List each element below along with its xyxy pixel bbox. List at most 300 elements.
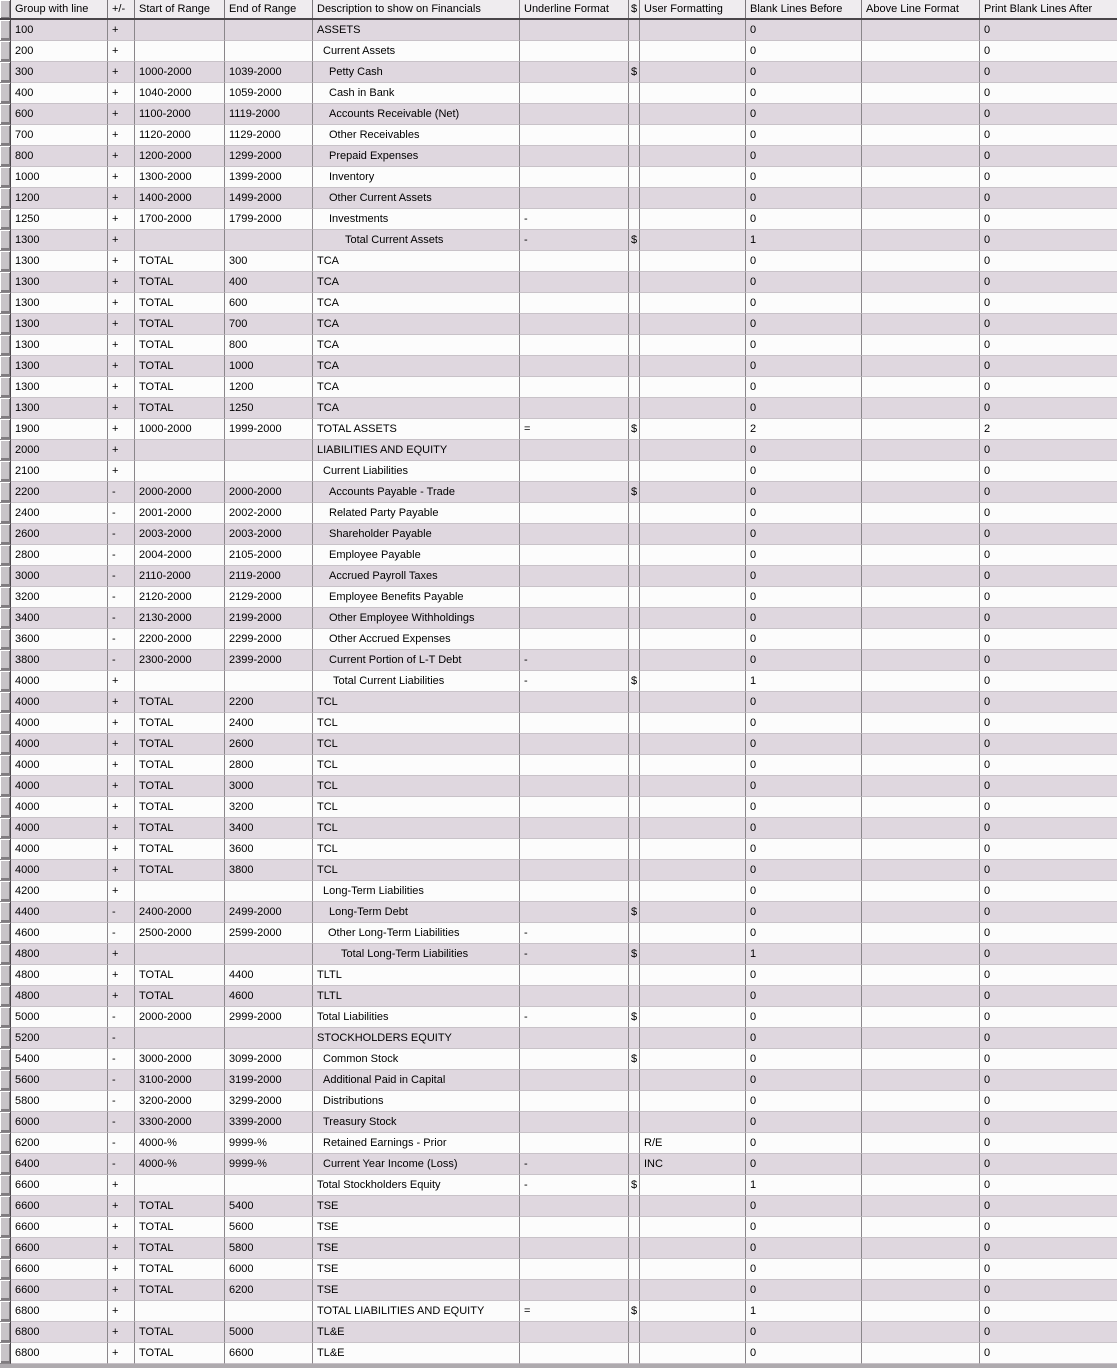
cell-u[interactable] [520, 629, 629, 650]
cell-dl[interactable] [629, 1154, 640, 1175]
cell-ba[interactable]: 0 [980, 587, 1117, 608]
cell-g[interactable]: 4000 [11, 818, 108, 839]
cell-ba[interactable]: 0 [980, 776, 1117, 797]
cell-st[interactable] [135, 41, 225, 62]
row-selector-button[interactable] [0, 1259, 11, 1280]
cell-u[interactable] [520, 839, 629, 860]
cell-s[interactable]: + [108, 755, 135, 776]
cell-uf[interactable] [640, 524, 746, 545]
row-selector-button[interactable] [0, 524, 11, 545]
cell-s[interactable]: + [108, 881, 135, 902]
cell-en[interactable]: 2129-2000 [225, 587, 313, 608]
cell-dl[interactable] [629, 923, 640, 944]
cell-dl[interactable] [629, 608, 640, 629]
cell-en[interactable]: 800 [225, 335, 313, 356]
cell-g[interactable]: 2400 [11, 503, 108, 524]
cell-uf[interactable] [640, 293, 746, 314]
cell-bb[interactable]: 1 [746, 1301, 862, 1322]
cell-st[interactable]: TOTAL [135, 356, 225, 377]
row-selector-button[interactable] [0, 41, 11, 62]
cell-st[interactable]: 1100-2000 [135, 104, 225, 125]
cell-ba[interactable]: 0 [980, 251, 1117, 272]
cell-dl[interactable] [629, 1217, 640, 1238]
cell-bb[interactable]: 0 [746, 356, 862, 377]
cell-en[interactable]: 2003-2000 [225, 524, 313, 545]
cell-st[interactable]: 3100-2000 [135, 1070, 225, 1091]
cell-ba[interactable]: 0 [980, 293, 1117, 314]
cell-st[interactable]: TOTAL [135, 398, 225, 419]
column-header-dl[interactable]: $ [629, 0, 640, 18]
row-selector-button[interactable] [0, 944, 11, 965]
cell-s[interactable]: - [108, 1007, 135, 1028]
cell-u[interactable] [520, 335, 629, 356]
cell-bb[interactable]: 1 [746, 1175, 862, 1196]
cell-en[interactable]: 2199-2000 [225, 608, 313, 629]
cell-en[interactable]: 2399-2000 [225, 650, 313, 671]
cell-en[interactable]: 3200 [225, 797, 313, 818]
cell-u[interactable] [520, 1217, 629, 1238]
cell-g[interactable]: 2200 [11, 482, 108, 503]
cell-al[interactable] [862, 650, 980, 671]
cell-s[interactable]: - [108, 503, 135, 524]
cell-bb[interactable]: 0 [746, 377, 862, 398]
cell-d[interactable]: TLTL [313, 986, 520, 1007]
cell-ba[interactable]: 0 [980, 545, 1117, 566]
cell-d[interactable]: Total Current Assets [313, 230, 520, 251]
row-selector-button[interactable] [0, 461, 11, 482]
cell-u[interactable]: - [520, 944, 629, 965]
cell-bb[interactable]: 0 [746, 965, 862, 986]
cell-st[interactable]: 1000-2000 [135, 62, 225, 83]
cell-d[interactable]: TCA [313, 314, 520, 335]
cell-al[interactable] [862, 419, 980, 440]
cell-ba[interactable]: 0 [980, 1217, 1117, 1238]
cell-d[interactable]: Employee Payable [313, 545, 520, 566]
cell-st[interactable]: 2300-2000 [135, 650, 225, 671]
cell-al[interactable] [862, 1154, 980, 1175]
cell-st[interactable]: TOTAL [135, 797, 225, 818]
cell-al[interactable] [862, 1301, 980, 1322]
cell-al[interactable] [862, 1007, 980, 1028]
cell-st[interactable]: 4000-% [135, 1154, 225, 1175]
cell-en[interactable]: 1039-2000 [225, 62, 313, 83]
cell-d[interactable]: Inventory [313, 167, 520, 188]
cell-g[interactable]: 4000 [11, 839, 108, 860]
cell-s[interactable]: + [108, 1196, 135, 1217]
cell-ba[interactable]: 0 [980, 881, 1117, 902]
row-selector-button[interactable] [0, 104, 11, 125]
cell-s[interactable]: + [108, 440, 135, 461]
cell-d[interactable]: Prepaid Expenses [313, 146, 520, 167]
cell-uf[interactable] [640, 902, 746, 923]
cell-g[interactable]: 4000 [11, 692, 108, 713]
cell-d[interactable]: Shareholder Payable [313, 524, 520, 545]
row-selector-button[interactable] [0, 62, 11, 83]
cell-dl[interactable] [629, 1112, 640, 1133]
cell-u[interactable] [520, 125, 629, 146]
cell-ba[interactable]: 0 [980, 1007, 1117, 1028]
cell-bb[interactable]: 0 [746, 440, 862, 461]
cell-s[interactable]: - [108, 902, 135, 923]
cell-g[interactable]: 6400 [11, 1154, 108, 1175]
cell-d[interactable]: Long-Term Liabilities [313, 881, 520, 902]
cell-g[interactable]: 2100 [11, 461, 108, 482]
cell-st[interactable]: TOTAL [135, 251, 225, 272]
cell-u[interactable] [520, 1049, 629, 1070]
cell-al[interactable] [862, 839, 980, 860]
cell-en[interactable]: 5600 [225, 1217, 313, 1238]
row-selector-button[interactable] [0, 1028, 11, 1049]
cell-bb[interactable]: 0 [746, 398, 862, 419]
cell-g[interactable]: 3000 [11, 566, 108, 587]
row-selector-button[interactable] [0, 398, 11, 419]
cell-al[interactable] [862, 818, 980, 839]
cell-ba[interactable]: 0 [980, 314, 1117, 335]
row-selector-button[interactable] [0, 482, 11, 503]
cell-s[interactable]: + [108, 797, 135, 818]
cell-dl[interactable] [629, 986, 640, 1007]
cell-dl[interactable] [629, 440, 640, 461]
cell-d[interactable]: Accrued Payroll Taxes [313, 566, 520, 587]
cell-s[interactable]: + [108, 692, 135, 713]
cell-g[interactable]: 1300 [11, 272, 108, 293]
cell-d[interactable]: Current Portion of L-T Debt [313, 650, 520, 671]
cell-bb[interactable]: 0 [746, 1028, 862, 1049]
cell-dl[interactable] [629, 104, 640, 125]
cell-d[interactable]: Accounts Payable - Trade [313, 482, 520, 503]
cell-dl[interactable] [629, 461, 640, 482]
cell-dl[interactable] [629, 797, 640, 818]
cell-ba[interactable]: 0 [980, 1049, 1117, 1070]
cell-s[interactable]: - [108, 587, 135, 608]
cell-bb[interactable]: 0 [746, 692, 862, 713]
cell-g[interactable]: 100 [11, 20, 108, 41]
cell-u[interactable] [520, 146, 629, 167]
cell-en[interactable]: 1059-2000 [225, 83, 313, 104]
cell-s[interactable]: + [108, 1259, 135, 1280]
row-selector-button[interactable] [0, 188, 11, 209]
cell-en[interactable]: 1799-2000 [225, 209, 313, 230]
cell-g[interactable]: 6800 [11, 1301, 108, 1322]
cell-st[interactable]: 1400-2000 [135, 188, 225, 209]
cell-st[interactable]: 3200-2000 [135, 1091, 225, 1112]
cell-s[interactable]: - [108, 1091, 135, 1112]
row-selector-button[interactable] [0, 1070, 11, 1091]
cell-bb[interactable]: 0 [746, 650, 862, 671]
row-selector-button[interactable] [0, 902, 11, 923]
cell-uf[interactable] [640, 1049, 746, 1070]
row-selector-button[interactable] [0, 629, 11, 650]
cell-g[interactable]: 400 [11, 83, 108, 104]
cell-ba[interactable]: 0 [980, 1028, 1117, 1049]
cell-dl[interactable] [629, 146, 640, 167]
cell-bb[interactable]: 0 [746, 587, 862, 608]
cell-bb[interactable]: 0 [746, 1238, 862, 1259]
cell-en[interactable]: 4400 [225, 965, 313, 986]
cell-bb[interactable]: 0 [746, 1007, 862, 1028]
cell-d[interactable]: Additional Paid in Capital [313, 1070, 520, 1091]
cell-s[interactable]: + [108, 62, 135, 83]
cell-ba[interactable]: 0 [980, 566, 1117, 587]
cell-g[interactable]: 4800 [11, 965, 108, 986]
row-selector-button[interactable] [0, 1280, 11, 1301]
column-header-ba[interactable]: Print Blank Lines After [984, 3, 1093, 15]
cell-al[interactable] [862, 524, 980, 545]
cell-g[interactable]: 1000 [11, 167, 108, 188]
cell-en[interactable]: 2119-2000 [225, 566, 313, 587]
cell-s[interactable]: - [108, 1154, 135, 1175]
cell-s[interactable]: + [108, 209, 135, 230]
cell-g[interactable]: 800 [11, 146, 108, 167]
row-selector-button[interactable] [0, 839, 11, 860]
cell-al[interactable] [862, 1259, 980, 1280]
cell-ba[interactable]: 0 [980, 797, 1117, 818]
cell-u[interactable] [520, 713, 629, 734]
cell-g[interactable]: 1200 [11, 188, 108, 209]
cell-s[interactable]: - [108, 1028, 135, 1049]
cell-g[interactable]: 3400 [11, 608, 108, 629]
cell-en[interactable]: 9999-% [225, 1154, 313, 1175]
cell-uf[interactable] [640, 545, 746, 566]
cell-u[interactable] [520, 524, 629, 545]
cell-g[interactable]: 3600 [11, 629, 108, 650]
cell-bb[interactable]: 0 [746, 1259, 862, 1280]
cell-bb[interactable]: 0 [746, 104, 862, 125]
cell-en[interactable]: 700 [225, 314, 313, 335]
cell-ba[interactable]: 0 [980, 356, 1117, 377]
cell-bb[interactable]: 0 [746, 62, 862, 83]
cell-dl[interactable] [629, 167, 640, 188]
cell-ba[interactable]: 0 [980, 62, 1117, 83]
cell-u[interactable]: - [520, 650, 629, 671]
cell-al[interactable] [862, 20, 980, 41]
cell-ba[interactable]: 0 [980, 692, 1117, 713]
cell-uf[interactable] [640, 83, 746, 104]
cell-u[interactable] [520, 986, 629, 1007]
cell-en[interactable]: 5800 [225, 1238, 313, 1259]
cell-al[interactable] [862, 314, 980, 335]
cell-dl[interactable] [629, 398, 640, 419]
cell-uf[interactable] [640, 272, 746, 293]
cell-st[interactable]: 1000-2000 [135, 419, 225, 440]
cell-ba[interactable]: 0 [980, 125, 1117, 146]
cell-g[interactable]: 1300 [11, 335, 108, 356]
cell-st[interactable] [135, 20, 225, 41]
row-selector-button[interactable] [0, 776, 11, 797]
cell-u[interactable]: - [520, 923, 629, 944]
cell-dl[interactable] [629, 272, 640, 293]
cell-ba[interactable]: 0 [980, 902, 1117, 923]
cell-al[interactable] [862, 734, 980, 755]
cell-uf[interactable] [640, 986, 746, 1007]
cell-dl[interactable] [629, 356, 640, 377]
cell-s[interactable]: + [108, 461, 135, 482]
row-selector-button[interactable] [0, 608, 11, 629]
cell-uf[interactable] [640, 692, 746, 713]
cell-bb[interactable]: 0 [746, 902, 862, 923]
cell-st[interactable]: 2500-2000 [135, 923, 225, 944]
cell-dl[interactable]: $ [629, 1301, 640, 1322]
cell-s[interactable]: + [108, 734, 135, 755]
cell-st[interactable]: TOTAL [135, 314, 225, 335]
cell-s[interactable]: + [108, 860, 135, 881]
cell-uf[interactable]: R/E [640, 1133, 746, 1154]
cell-bb[interactable]: 0 [746, 1343, 862, 1364]
cell-bb[interactable]: 0 [746, 503, 862, 524]
cell-st[interactable]: 1200-2000 [135, 146, 225, 167]
cell-al[interactable] [862, 440, 980, 461]
cell-st[interactable]: 2000-2000 [135, 1007, 225, 1028]
row-selector-button[interactable] [0, 692, 11, 713]
cell-s[interactable]: + [108, 1280, 135, 1301]
cell-u[interactable] [520, 818, 629, 839]
cell-en[interactable]: 1499-2000 [225, 188, 313, 209]
cell-al[interactable] [862, 1196, 980, 1217]
cell-st[interactable] [135, 881, 225, 902]
cell-d[interactable]: TOTAL LIABILITIES AND EQUITY [313, 1301, 520, 1322]
cell-st[interactable]: TOTAL [135, 839, 225, 860]
cell-g[interactable]: 1300 [11, 398, 108, 419]
row-selector-button[interactable] [0, 293, 11, 314]
cell-st[interactable]: 3300-2000 [135, 1112, 225, 1133]
cell-bb[interactable]: 0 [746, 1154, 862, 1175]
cell-uf[interactable] [640, 566, 746, 587]
row-selector-button[interactable] [0, 881, 11, 902]
cell-s[interactable]: - [108, 545, 135, 566]
cell-ba[interactable]: 0 [980, 1070, 1117, 1091]
cell-d[interactable]: TLTL [313, 965, 520, 986]
cell-ba[interactable]: 0 [980, 755, 1117, 776]
cell-u[interactable] [520, 356, 629, 377]
cell-st[interactable]: TOTAL [135, 1259, 225, 1280]
cell-dl[interactable] [629, 860, 640, 881]
row-selector-button[interactable] [0, 713, 11, 734]
cell-s[interactable]: + [108, 377, 135, 398]
cell-u[interactable]: - [520, 209, 629, 230]
cell-dl[interactable] [629, 1070, 640, 1091]
column-header-d[interactable]: Description to show on Financials [313, 0, 520, 18]
cell-g[interactable]: 600 [11, 104, 108, 125]
cell-bb[interactable]: 0 [746, 482, 862, 503]
cell-ba[interactable]: 0 [980, 209, 1117, 230]
cell-s[interactable]: + [108, 356, 135, 377]
cell-g[interactable]: 6600 [11, 1175, 108, 1196]
cell-d[interactable]: Accounts Receivable (Net) [313, 104, 520, 125]
cell-bb[interactable]: 0 [746, 335, 862, 356]
cell-u[interactable] [520, 377, 629, 398]
cell-d[interactable]: Current Liabilities [313, 461, 520, 482]
cell-uf[interactable] [640, 335, 746, 356]
cell-dl[interactable] [629, 1091, 640, 1112]
cell-dl[interactable] [629, 524, 640, 545]
cell-st[interactable]: 2000-2000 [135, 482, 225, 503]
cell-u[interactable]: = [520, 419, 629, 440]
cell-g[interactable]: 6800 [11, 1322, 108, 1343]
cell-ba[interactable]: 0 [980, 104, 1117, 125]
cell-uf[interactable] [640, 377, 746, 398]
cell-d[interactable]: TCA [313, 356, 520, 377]
cell-g[interactable]: 300 [11, 62, 108, 83]
cell-ba[interactable]: 0 [980, 713, 1117, 734]
row-selector-button[interactable] [0, 1217, 11, 1238]
cell-u[interactable] [520, 1259, 629, 1280]
cell-s[interactable]: + [108, 251, 135, 272]
cell-s[interactable]: + [108, 1301, 135, 1322]
cell-uf[interactable] [640, 734, 746, 755]
cell-u[interactable] [520, 62, 629, 83]
cell-st[interactable] [135, 944, 225, 965]
cell-uf[interactable] [640, 503, 746, 524]
cell-en[interactable] [225, 671, 313, 692]
cell-ba[interactable]: 0 [980, 1301, 1117, 1322]
cell-st[interactable]: TOTAL [135, 1280, 225, 1301]
cell-al[interactable] [862, 1091, 980, 1112]
cell-dl[interactable] [629, 125, 640, 146]
cell-u[interactable] [520, 566, 629, 587]
cell-g[interactable]: 3200 [11, 587, 108, 608]
cell-u[interactable] [520, 251, 629, 272]
cell-al[interactable] [862, 587, 980, 608]
cell-u[interactable] [520, 545, 629, 566]
cell-s[interactable]: + [108, 839, 135, 860]
cell-en[interactable]: 3800 [225, 860, 313, 881]
cell-g[interactable]: 6600 [11, 1196, 108, 1217]
cell-uf[interactable] [640, 1301, 746, 1322]
cell-d[interactable]: TCL [313, 692, 520, 713]
cell-dl[interactable] [629, 503, 640, 524]
cell-ba[interactable]: 0 [980, 1322, 1117, 1343]
row-selector-button[interactable] [0, 734, 11, 755]
cell-g[interactable]: 4000 [11, 776, 108, 797]
cell-s[interactable]: + [108, 167, 135, 188]
cell-s[interactable]: + [108, 419, 135, 440]
cell-d[interactable]: TSE [313, 1238, 520, 1259]
cell-al[interactable] [862, 167, 980, 188]
cell-uf[interactable] [640, 1259, 746, 1280]
column-header-al[interactable]: Above Line Format [862, 0, 980, 18]
cell-dl[interactable] [629, 251, 640, 272]
column-header-bb[interactable]: Blank Lines Before [746, 0, 862, 18]
cell-s[interactable]: - [108, 1070, 135, 1091]
cell-ba[interactable]: 0 [980, 671, 1117, 692]
cell-bb[interactable]: 0 [746, 797, 862, 818]
cell-dl[interactable]: $ [629, 1175, 640, 1196]
cell-dl[interactable] [629, 188, 640, 209]
row-selector-button[interactable] [0, 965, 11, 986]
cell-uf[interactable] [640, 104, 746, 125]
cell-dl[interactable] [629, 734, 640, 755]
cell-s[interactable]: + [108, 314, 135, 335]
cell-en[interactable]: 2999-2000 [225, 1007, 313, 1028]
cell-u[interactable] [520, 1322, 629, 1343]
cell-bb[interactable]: 0 [746, 734, 862, 755]
cell-ba[interactable]: 0 [980, 230, 1117, 251]
cell-st[interactable]: 1040-2000 [135, 83, 225, 104]
cell-u[interactable] [520, 1343, 629, 1364]
cell-dl[interactable] [629, 713, 640, 734]
cell-dl[interactable] [629, 587, 640, 608]
cell-dl[interactable] [629, 377, 640, 398]
cell-bb[interactable]: 1 [746, 671, 862, 692]
column-header-g[interactable]: Group with line [11, 0, 108, 18]
cell-uf[interactable] [640, 839, 746, 860]
cell-al[interactable] [862, 251, 980, 272]
cell-g[interactable]: 6600 [11, 1280, 108, 1301]
cell-en[interactable]: 2599-2000 [225, 923, 313, 944]
cell-st[interactable] [135, 1175, 225, 1196]
cell-al[interactable] [862, 713, 980, 734]
row-selector-button[interactable] [0, 377, 11, 398]
